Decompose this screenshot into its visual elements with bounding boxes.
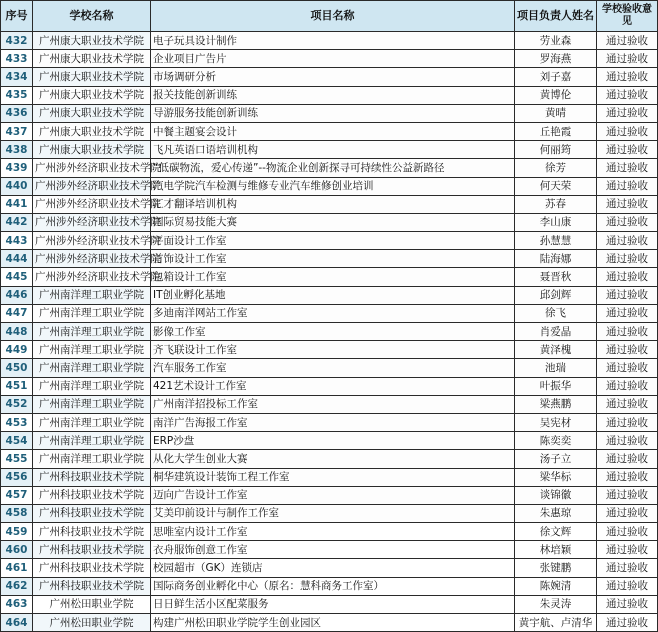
project-name: ERP沙盘 xyxy=(151,432,515,450)
school-name: 广州松田职业学院 xyxy=(33,595,151,613)
header-leader: 项目负责人姓名 xyxy=(515,1,597,32)
school-name: 广州南洋理工职业学院 xyxy=(33,395,151,413)
table-body xyxy=(1,32,658,632)
school-name: 广州南洋理工职业学院 xyxy=(33,304,151,322)
table-row xyxy=(1,232,658,250)
school-name: 广州科技职业技术学院 xyxy=(33,559,151,577)
header-no: 序号 xyxy=(1,1,33,32)
project-leader: 吴宪材 xyxy=(515,413,597,431)
acceptance-result: 通过验收 xyxy=(597,32,658,50)
table-row xyxy=(1,486,658,504)
project-leader: 谈锦徽 xyxy=(515,486,597,504)
acceptance-result: 通过验收 xyxy=(597,104,658,122)
table-row xyxy=(1,195,658,213)
acceptance-result: 通过验收 xyxy=(597,195,658,213)
table-row xyxy=(1,523,658,541)
project-leader: 肖爱晶 xyxy=(515,323,597,341)
header-row xyxy=(1,1,658,32)
row-number: 443 xyxy=(1,232,33,250)
row-number: 439 xyxy=(1,159,33,177)
project-name: 企业项目广告片 xyxy=(151,50,515,68)
table-row xyxy=(1,122,658,140)
table-row xyxy=(1,413,658,431)
table-row xyxy=(1,595,658,613)
row-number: 461 xyxy=(1,559,33,577)
project-name: 国际商务创业孵化中心（原名：慧科商务工作室） xyxy=(151,577,515,595)
row-number: 438 xyxy=(1,141,33,159)
row-number: 451 xyxy=(1,377,33,395)
project-leader: 黄晴 xyxy=(515,104,597,122)
project-name: 汽车服务工作室 xyxy=(151,359,515,377)
school-name: 广州南洋理工职业学院 xyxy=(33,377,151,395)
school-name: 广州南洋理工职业学院 xyxy=(33,432,151,450)
project-leader: 刘子嘉 xyxy=(515,68,597,86)
project-leader: 罗海燕 xyxy=(515,50,597,68)
row-number: 462 xyxy=(1,577,33,595)
school-name: 广州康大职业技术学院 xyxy=(33,50,151,68)
header-result: 学校验收意见 xyxy=(597,1,658,32)
project-leader: 何天荣 xyxy=(515,177,597,195)
row-number: 436 xyxy=(1,104,33,122)
school-name: 广州科技职业技术学院 xyxy=(33,541,151,559)
table-row xyxy=(1,432,658,450)
table-row xyxy=(1,141,658,159)
acceptance-result: 通过验收 xyxy=(597,377,658,395)
project-name: 影像工作室 xyxy=(151,323,515,341)
project-leader: 朱惠琼 xyxy=(515,504,597,522)
table-row xyxy=(1,504,658,522)
row-number: 433 xyxy=(1,50,33,68)
acceptance-result: 通过验收 xyxy=(597,468,658,486)
table-row xyxy=(1,577,658,595)
project-name: 中餐主题宴会设计 xyxy=(151,122,515,140)
acceptance-result: 通过验收 xyxy=(597,432,658,450)
table-row xyxy=(1,377,658,395)
project-leader: 梁燕鹏 xyxy=(515,395,597,413)
project-leader: 孙慧慧 xyxy=(515,232,597,250)
acceptance-result: 通过验收 xyxy=(597,341,658,359)
row-number: 440 xyxy=(1,177,33,195)
row-number: 449 xyxy=(1,341,33,359)
table-row xyxy=(1,541,658,559)
row-number: 435 xyxy=(1,86,33,104)
project-leader: 叶振华 xyxy=(515,377,597,395)
table-row xyxy=(1,250,658,268)
row-number: 447 xyxy=(1,304,33,322)
table-row xyxy=(1,268,658,286)
school-name: 广州涉外经济职业技术学院 xyxy=(33,177,151,195)
acceptance-result: 通过验收 xyxy=(597,395,658,413)
table-row xyxy=(1,104,658,122)
acceptance-result: 通过验收 xyxy=(597,286,658,304)
project-name: 南洋广告海报工作室 xyxy=(151,413,515,431)
project-leader: 张键鹏 xyxy=(515,559,597,577)
header-project: 项目名称 xyxy=(151,1,515,32)
row-number: 441 xyxy=(1,195,33,213)
school-name: 广州南洋理工职业学院 xyxy=(33,413,151,431)
acceptance-result: 通过验收 xyxy=(597,614,658,632)
table-row xyxy=(1,341,658,359)
school-name: 广州南洋理工职业学院 xyxy=(33,359,151,377)
acceptance-result: 通过验收 xyxy=(597,559,658,577)
school-name: 广州松田职业学院 xyxy=(33,614,151,632)
row-number: 454 xyxy=(1,432,33,450)
acceptance-result: 通过验收 xyxy=(597,486,658,504)
row-number: 442 xyxy=(1,213,33,231)
project-name: 421艺术设计工作室 xyxy=(151,377,515,395)
row-number: 445 xyxy=(1,268,33,286)
table-row xyxy=(1,86,658,104)
table-row xyxy=(1,450,658,468)
school-name: 广州康大职业技术学院 xyxy=(33,141,151,159)
project-name: 构建广州松田职业学院学生创业园区 xyxy=(151,614,515,632)
row-number: 464 xyxy=(1,614,33,632)
school-name: 广州南洋理工职业学院 xyxy=(33,323,151,341)
project-name: 从化大学生创业大赛 xyxy=(151,450,515,468)
acceptance-result: 通过验收 xyxy=(597,268,658,286)
project-name: 市场调研分析 xyxy=(151,68,515,86)
project-name: 广州南洋招投标工作室 xyxy=(151,395,515,413)
project-leader: 何丽筠 xyxy=(515,141,597,159)
project-leader: 徐文辉 xyxy=(515,523,597,541)
school-name: 广州涉外经济职业技术学院 xyxy=(33,213,151,231)
project-name: 多迪南洋网站工作室 xyxy=(151,304,515,322)
acceptance-result: 通过验收 xyxy=(597,68,658,86)
project-leader: 汤子立 xyxy=(515,450,597,468)
acceptance-result: 通过验收 xyxy=(597,141,658,159)
acceptance-result: 通过验收 xyxy=(597,304,658,322)
school-name: 广州科技职业技术学院 xyxy=(33,486,151,504)
project-name: “低碳物流，爱心传递”--物流企业创新探寻可持续性公益新路径 xyxy=(151,159,515,177)
table-header xyxy=(1,1,658,32)
row-number: 437 xyxy=(1,122,33,140)
project-name: 包箱设计工作室 xyxy=(151,268,515,286)
acceptance-result: 通过验收 xyxy=(597,213,658,231)
row-number: 463 xyxy=(1,595,33,613)
table-row xyxy=(1,468,658,486)
project-name: 艾美印前设计与制作工作室 xyxy=(151,504,515,522)
row-number: 432 xyxy=(1,32,33,50)
project-name: 桐华建筑设计装饰工程工作室 xyxy=(151,468,515,486)
table-row xyxy=(1,286,658,304)
row-number: 457 xyxy=(1,486,33,504)
table-row xyxy=(1,159,658,177)
project-leader: 陈奕奕 xyxy=(515,432,597,450)
school-name: 广州科技职业技术学院 xyxy=(33,468,151,486)
row-number: 450 xyxy=(1,359,33,377)
row-number: 459 xyxy=(1,523,33,541)
acceptance-result: 通过验收 xyxy=(597,232,658,250)
acceptance-result: 通过验收 xyxy=(597,541,658,559)
table-row xyxy=(1,359,658,377)
table-row xyxy=(1,32,658,50)
acceptance-result: 通过验收 xyxy=(597,413,658,431)
project-name: 平面设计工作室 xyxy=(151,232,515,250)
acceptance-result: 通过验收 xyxy=(597,159,658,177)
project-name: 飞凡英语口语培训机构 xyxy=(151,141,515,159)
project-leader: 黄博伦 xyxy=(515,86,597,104)
project-name: 衣舟服饰创意工作室 xyxy=(151,541,515,559)
acceptance-result: 通过验收 xyxy=(597,504,658,522)
table-row xyxy=(1,213,658,231)
project-leader: 黄宇航、卢清华 xyxy=(515,614,597,632)
project-leader: 李山康 xyxy=(515,213,597,231)
project-name: IT创业孵化基地 xyxy=(151,286,515,304)
acceptance-result: 通过验收 xyxy=(597,86,658,104)
project-leader: 梁华标 xyxy=(515,468,597,486)
table-row xyxy=(1,323,658,341)
school-name: 广州科技职业技术学院 xyxy=(33,523,151,541)
project-name: 校园超市（GK）连锁店 xyxy=(151,559,515,577)
acceptance-result: 通过验收 xyxy=(597,323,658,341)
table-row xyxy=(1,304,658,322)
project-leader: 池瑞 xyxy=(515,359,597,377)
acceptance-result: 通过验收 xyxy=(597,595,658,613)
school-name: 广州南洋理工职业学院 xyxy=(33,341,151,359)
project-name: 国际贸易技能大赛 xyxy=(151,213,515,231)
project-leader: 聂晋秋 xyxy=(515,268,597,286)
school-name: 广州涉外经济职业技术学院 xyxy=(33,250,151,268)
project-leader: 陆海娜 xyxy=(515,250,597,268)
school-name: 广州康大职业技术学院 xyxy=(33,32,151,50)
table-row xyxy=(1,614,658,632)
project-leader: 黄泽槐 xyxy=(515,341,597,359)
project-name: 汽电学院汽车检测与维修专业汽车维修创业培训 xyxy=(151,177,515,195)
row-number: 458 xyxy=(1,504,33,522)
table-row xyxy=(1,395,658,413)
project-name: 齐飞联设计工作室 xyxy=(151,341,515,359)
school-name: 广州南洋理工职业学院 xyxy=(33,450,151,468)
row-number: 448 xyxy=(1,323,33,341)
project-name: 思唯室内设计工作室 xyxy=(151,523,515,541)
acceptance-result: 通过验收 xyxy=(597,523,658,541)
project-name: 电子玩具设计制作 xyxy=(151,32,515,50)
school-name: 广州科技职业技术学院 xyxy=(33,504,151,522)
school-name: 广州涉外经济职业技术学院 xyxy=(33,159,151,177)
acceptance-result: 通过验收 xyxy=(597,177,658,195)
table-row xyxy=(1,559,658,577)
project-name: 迈向广告设计工作室 xyxy=(151,486,515,504)
school-name: 广州康大职业技术学院 xyxy=(33,86,151,104)
table-row xyxy=(1,50,658,68)
table-row xyxy=(1,68,658,86)
header-school: 学校名称 xyxy=(33,1,151,32)
school-name: 广州涉外经济职业技术学院 xyxy=(33,195,151,213)
project-leader: 徐芳 xyxy=(515,159,597,177)
school-name: 广州南洋理工职业学院 xyxy=(33,286,151,304)
acceptance-result: 通过验收 xyxy=(597,250,658,268)
project-leader: 丘艳霞 xyxy=(515,122,597,140)
project-name: 报关技能创新训练 xyxy=(151,86,515,104)
project-leader: 徐飞 xyxy=(515,304,597,322)
acceptance-result: 通过验收 xyxy=(597,50,658,68)
row-number: 460 xyxy=(1,541,33,559)
project-leader: 劳业森 xyxy=(515,32,597,50)
row-number: 446 xyxy=(1,286,33,304)
table-row xyxy=(1,177,658,195)
school-name: 广州涉外经济职业技术学院 xyxy=(33,268,151,286)
row-number: 455 xyxy=(1,450,33,468)
project-name: 首饰设计工作室 xyxy=(151,250,515,268)
row-number: 456 xyxy=(1,468,33,486)
project-leader: 陈婉清 xyxy=(515,577,597,595)
project-leader: 苏春 xyxy=(515,195,597,213)
row-number: 453 xyxy=(1,413,33,431)
row-number: 452 xyxy=(1,395,33,413)
acceptance-result: 通过验收 xyxy=(597,577,658,595)
acceptance-result: 通过验收 xyxy=(597,450,658,468)
school-name: 广州康大职业技术学院 xyxy=(33,104,151,122)
school-name: 广州涉外经济职业技术学院 xyxy=(33,232,151,250)
project-leader: 林培颖 xyxy=(515,541,597,559)
project-name: 汇才翻译培训机构 xyxy=(151,195,515,213)
row-number: 434 xyxy=(1,68,33,86)
school-name: 广州科技职业技术学院 xyxy=(33,577,151,595)
project-leader: 邱剑辉 xyxy=(515,286,597,304)
row-number: 444 xyxy=(1,250,33,268)
project-name: 导游服务技能创新训练 xyxy=(151,104,515,122)
acceptance-result: 通过验收 xyxy=(597,359,658,377)
project-name: 日日鲜生活小区配菜服务 xyxy=(151,595,515,613)
school-name: 广州康大职业技术学院 xyxy=(33,68,151,86)
project-leader: 朱灵涛 xyxy=(515,595,597,613)
acceptance-result: 通过验收 xyxy=(597,122,658,140)
school-name: 广州康大职业技术学院 xyxy=(33,122,151,140)
